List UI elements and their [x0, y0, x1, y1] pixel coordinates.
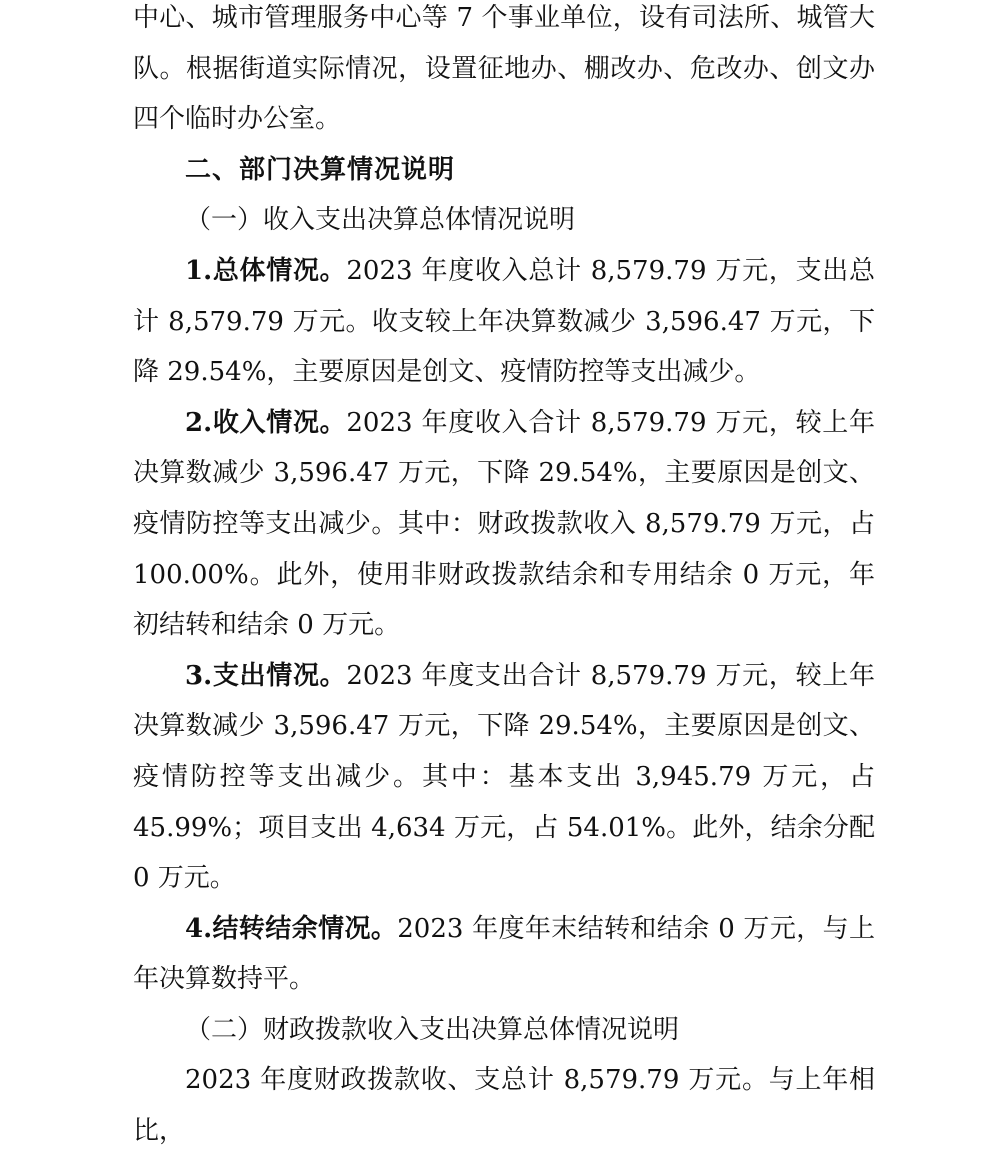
- paragraph-overall: [133, 246, 875, 398]
- paragraph-lead: 3.支出情况。: [185, 660, 347, 691]
- paragraph-body: 2023 年度收入总计 8,579.79 万元，支出总计 8,579.79 万元。收支较上年决算数减少 3,596.47 万元，下降 29.54%，主要原因是创文、疫情防控等支出减少。: [133, 255, 875, 388]
- paragraph-body: 2023 年度支出合计 8,579.79 万元，较上年决算数减少 3,596.47 万元，下降 29.54%，主要原因是创文、疫情防控等支出减少。其中：基本支出 3,945.79 万元，占 45.99%；项目支出 4,634 万元，占 54.01%。此外，结余分配 0 万元。: [133, 660, 875, 894]
- paragraph-expenditure: [133, 651, 875, 904]
- paragraph-lead: 1.总体情况。: [185, 255, 347, 286]
- paragraph-carryover: [133, 904, 875, 1005]
- paragraph-lead: 4.结转结余情况。: [185, 913, 398, 944]
- paragraph-body: 2023 年度年末结转和结余 0 万元，与上年决算数持平。: [133, 913, 875, 995]
- paragraph-units: 中心、城市管理服务中心等 7 个事业单位，设有司法所、城管大队。根据街道实际情况，设置征地办、棚改办、危改办、创文办四个临时办公室。: [133, 3, 875, 135]
- paragraph-fiscal: 2023 年度财政拨款收、支总计 8,579.79 万元。与上年相比，: [133, 1065, 875, 1147]
- subsection-heading: （一）收入支出决算总体情况说明: [185, 205, 576, 236]
- subsection-heading-fiscal: （二）财政拨款收入支出决算总体情况说明: [185, 1014, 680, 1045]
- paragraph-lead: 2.收入情况。: [185, 407, 347, 438]
- paragraph-income: [133, 398, 875, 651]
- document-page: [133, 0, 875, 1157]
- section-heading: 二、部门决算情况说明: [185, 154, 456, 185]
- paragraph-body: 2023 年度收入合计 8,579.79 万元，较上年决算数减少 3,596.47 万元，下降 29.54%，主要原因是创文、疫情防控等支出减少。其中：财政拨款收入 8,579.79 万元，占 100.00%。此外，使用非财政拨款结余和专用结余 0 万元，年初结转和结余 0 万元。: [133, 407, 875, 641]
